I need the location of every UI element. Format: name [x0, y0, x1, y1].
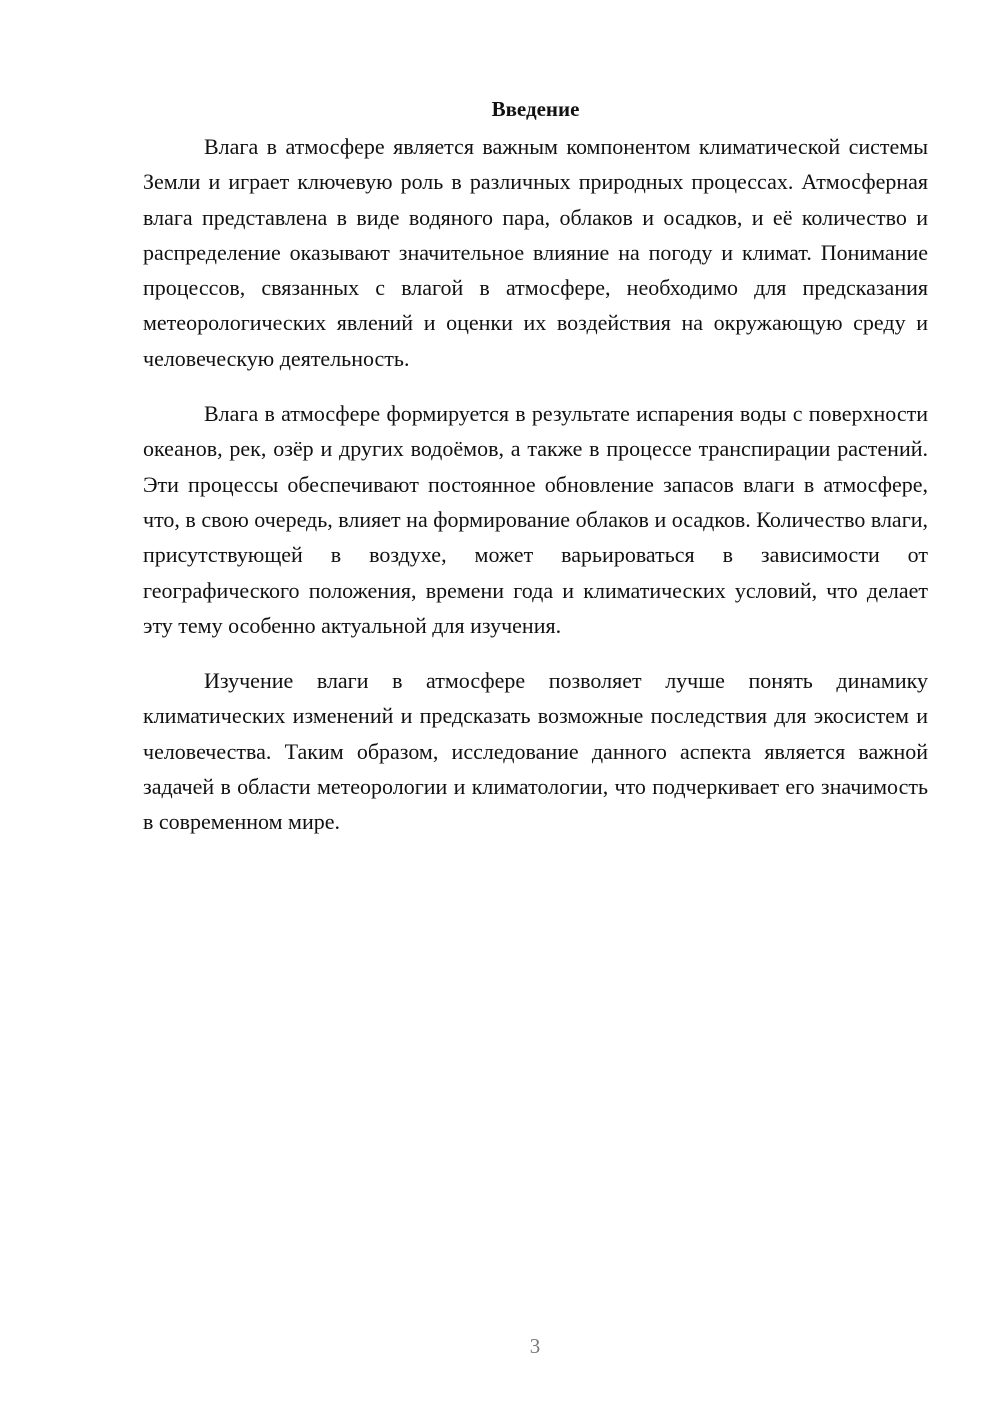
paragraph-1: Влага в атмосфере является важным компонентом климатической системы Земли и играет ключевую роль в различных природных процессах. Атмосферная влага представлена в виде водяного пара, облаков и осадков, и её количество и распределение оказывают значительное влияние на погоду и климат. Понимание процессов, связанных с влагой в атмосфере, необходимо для предсказания метеорологических явлений и оценки их воздействия на окружающую среду и человеческую деятельность.: [143, 134, 928, 371]
paragraph-2: Влага в атмосфере формируется в результате испарения воды с поверхности океанов, рек, озёр и других водоёмов, а также в процессе транспирации растений. Эти процессы обеспечивают постоянное обновление запасов влаги в атмосфере, что, в свою очередь, влияет на формирование облаков и осадков. Количество влаги, присутствующей в воздухе, может варьироваться в зависимости от географического положения, времени года и климатических условий, что делает эту тему особенно актуальной для изучения.: [143, 401, 928, 638]
page-number: 3: [529, 1334, 541, 1358]
page-content: [143, 92, 928, 860]
paragraph-3: Изучение влаги в атмосфере позволяет лучше понять динамику климатических изменений и предсказать возможные последствия для экосистем и человечества. Таким образом, исследование данного аспекта является важной задачей в области метеорологии и климатологии, что подчеркивает его значимость в современном мире.: [143, 668, 928, 835]
section-heading: Введение: [491, 97, 580, 121]
